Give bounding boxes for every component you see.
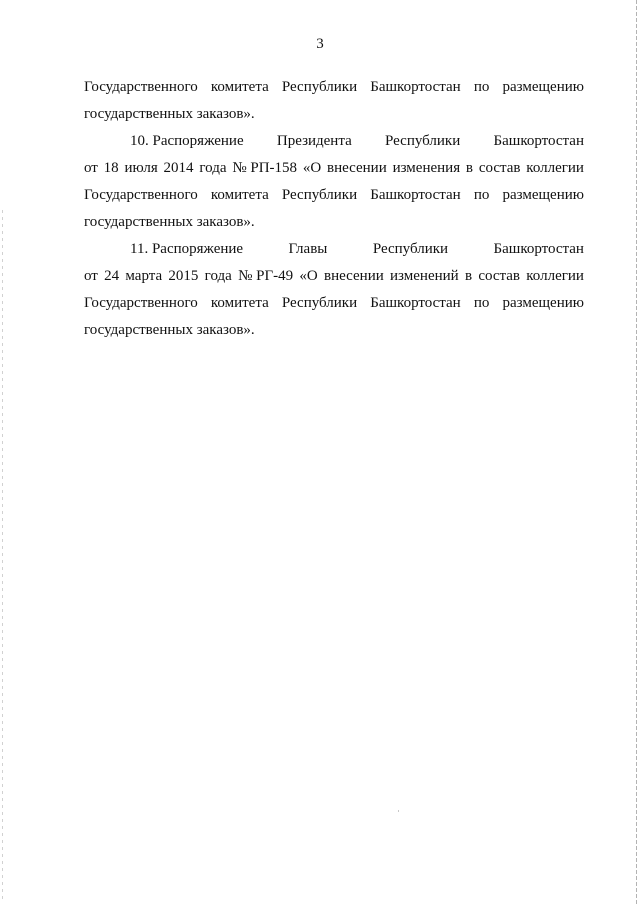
word: по [473, 187, 490, 203]
item-11-line-2 [84, 263, 584, 290]
word: комитета [210, 295, 269, 311]
item-10-line-4: государственных заказов». [84, 214, 255, 230]
word: Башкортостан [370, 79, 461, 95]
word: комитета [210, 79, 269, 95]
word: внесении [327, 160, 387, 176]
paragraph-continuation-line-2: государственных заказов». [84, 106, 255, 122]
word: Республики [372, 241, 449, 257]
word: 11. Распоряжение [130, 241, 244, 257]
scan-edge-left [2, 210, 3, 900]
word: года [199, 160, 227, 176]
word: по [473, 295, 490, 311]
scan-edge-right [636, 0, 637, 905]
document-body [84, 74, 584, 344]
word: размещению [502, 187, 584, 203]
word: Республики [281, 79, 358, 95]
word: Государственного [84, 187, 198, 203]
word: 2015 [168, 268, 199, 284]
word: 24 [104, 268, 120, 284]
word: Республики [281, 295, 358, 311]
scan-speck [398, 810, 399, 812]
word: от [84, 268, 98, 284]
word: № РГ-49 [238, 268, 294, 284]
word: состав [478, 268, 520, 284]
word: Государственного [84, 295, 198, 311]
item-10-line-1 [84, 128, 584, 155]
word: Президента [276, 133, 352, 149]
item-11-line-4: государственных заказов». [84, 322, 255, 338]
word: Государственного [84, 79, 198, 95]
word: в [465, 160, 473, 176]
word: 18 [103, 160, 119, 176]
word: в [464, 268, 473, 284]
word: изменений [390, 268, 459, 284]
word: марта [125, 268, 163, 284]
item-10-line-3 [84, 182, 584, 209]
word: Республики [281, 187, 358, 203]
word: года [204, 268, 232, 284]
word: Башкортостан [493, 241, 584, 257]
word: июля [124, 160, 158, 176]
word: размещению [502, 295, 584, 311]
paragraph-continuation-line-1 [84, 74, 584, 101]
word: комитета [210, 187, 269, 203]
word: от [84, 160, 98, 176]
item-11-line-3 [84, 290, 584, 317]
word: состав [478, 160, 521, 176]
page-number: 3 [316, 36, 324, 52]
word: коллегии [526, 160, 584, 176]
item-10-line-2 [84, 155, 584, 182]
word: внесении [324, 268, 384, 284]
word: Республики [385, 133, 461, 149]
word: «О [302, 160, 322, 176]
word: Главы [288, 241, 328, 257]
word: Башкортостан [370, 187, 461, 203]
word: 2014 [163, 160, 194, 176]
word: размещению [502, 79, 584, 95]
word: 10. Распоряжение [130, 133, 244, 149]
word: «О [299, 268, 318, 284]
item-11-line-1 [84, 236, 584, 263]
word: по [473, 79, 490, 95]
word: Башкортостан [370, 295, 461, 311]
word: коллегии [526, 268, 584, 284]
word: изменения [392, 160, 461, 176]
word: Башкортостан [493, 133, 584, 149]
word: № РП-158 [232, 160, 298, 176]
